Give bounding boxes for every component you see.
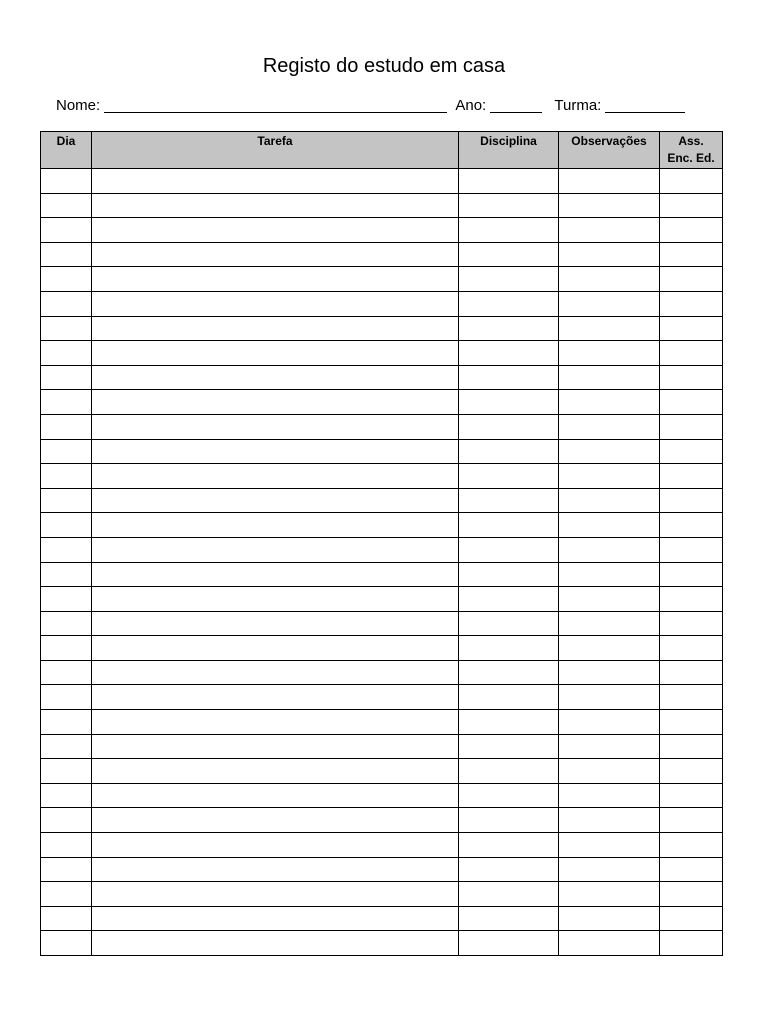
cell-observacoes[interactable] [559,931,660,956]
cell-dia[interactable] [41,587,92,612]
cell-ass-enc-ed[interactable] [660,783,723,808]
cell-observacoes[interactable] [559,833,660,858]
cell-ass-enc-ed[interactable] [660,759,723,784]
cell-tarefa[interactable] [92,931,459,956]
cell-tarefa[interactable] [92,390,459,415]
cell-observacoes[interactable] [559,513,660,538]
cell-tarefa[interactable] [92,439,459,464]
cell-tarefa[interactable] [92,906,459,931]
cell-ass-enc-ed[interactable] [660,636,723,661]
cell-tarefa[interactable] [92,218,459,243]
cell-observacoes[interactable] [559,562,660,587]
cell-observacoes[interactable] [559,193,660,218]
table-row [41,488,723,513]
cell-disciplina[interactable] [459,464,559,489]
cell-observacoes[interactable] [559,267,660,292]
cell-dia[interactable] [41,169,92,194]
cell-dia[interactable] [41,783,92,808]
cell-disciplina[interactable] [459,439,559,464]
cell-observacoes[interactable] [559,587,660,612]
cell-observacoes[interactable] [559,390,660,415]
table-row [41,710,723,735]
ass-header-line2: Enc. Ed. [667,151,715,165]
cell-ass-enc-ed[interactable] [660,833,723,858]
cell-dia[interactable] [41,291,92,316]
cell-dia[interactable] [41,439,92,464]
table-row [41,808,723,833]
cell-ass-enc-ed[interactable] [660,685,723,710]
table-row [41,833,723,858]
cell-dia[interactable] [41,611,92,636]
cell-ass-enc-ed[interactable] [660,931,723,956]
cell-tarefa[interactable] [92,341,459,366]
column-header-dia: Dia [41,132,92,169]
cell-disciplina[interactable] [459,365,559,390]
table-row [41,734,723,759]
cell-observacoes[interactable] [559,242,660,267]
turma-label: Turma: [554,97,602,114]
cell-tarefa[interactable] [92,414,459,439]
cell-ass-enc-ed[interactable] [660,488,723,513]
cell-disciplina[interactable] [459,562,559,587]
table-row [41,882,723,907]
table-row [41,611,723,636]
cell-dia[interactable] [41,857,92,882]
cell-tarefa[interactable] [92,685,459,710]
cell-tarefa[interactable] [92,587,459,612]
cell-ass-enc-ed[interactable] [660,906,723,931]
table-row [41,291,723,316]
cell-observacoes[interactable] [559,759,660,784]
cell-observacoes[interactable] [559,660,660,685]
cell-tarefa[interactable] [92,562,459,587]
cell-tarefa[interactable] [92,488,459,513]
cell-observacoes[interactable] [559,783,660,808]
table-row [41,537,723,562]
cell-ass-enc-ed[interactable] [660,267,723,292]
cell-observacoes[interactable] [559,710,660,735]
table-row [41,562,723,587]
column-header-tarefa: Tarefa [92,132,459,169]
cell-disciplina[interactable] [459,710,559,735]
cell-observacoes[interactable] [559,488,660,513]
table-row [41,513,723,538]
table-row [41,316,723,341]
table-row [41,341,723,366]
cell-disciplina[interactable] [459,611,559,636]
turma-field [554,94,685,118]
turma-blank-line[interactable] [605,94,685,113]
table-row [41,636,723,661]
cell-ass-enc-ed[interactable] [660,857,723,882]
cell-tarefa[interactable] [92,242,459,267]
cell-ass-enc-ed[interactable] [660,169,723,194]
table-row [41,365,723,390]
cell-observacoes[interactable] [559,218,660,243]
cell-ass-enc-ed[interactable] [660,562,723,587]
table-row [41,931,723,956]
nome-label: Nome: [56,97,101,114]
cell-disciplina[interactable] [459,316,559,341]
cell-tarefa[interactable] [92,808,459,833]
cell-disciplina[interactable] [459,587,559,612]
cell-disciplina[interactable] [459,169,559,194]
header-fields [56,94,716,118]
cell-dia[interactable] [41,759,92,784]
cell-disciplina[interactable] [459,513,559,538]
cell-dia[interactable] [41,218,92,243]
cell-dia[interactable] [41,193,92,218]
table-body [41,169,723,956]
page-title: Registo do estudo em casa [262,55,506,77]
table-row [41,439,723,464]
cell-dia[interactable] [41,390,92,415]
table-row [41,390,723,415]
cell-disciplina[interactable] [459,685,559,710]
column-header-disciplina: Disciplina [459,132,559,169]
cell-observacoes[interactable] [559,537,660,562]
nome-field [56,94,447,118]
cell-tarefa[interactable] [92,365,459,390]
table-row [41,660,723,685]
cell-ass-enc-ed[interactable] [660,611,723,636]
ano-label: Ano: [455,97,487,114]
cell-disciplina[interactable] [459,734,559,759]
table-header-row [41,132,723,169]
cell-tarefa[interactable] [92,537,459,562]
cell-tarefa[interactable] [92,316,459,341]
cell-tarefa[interactable] [92,169,459,194]
cell-observacoes[interactable] [559,906,660,931]
cell-tarefa[interactable] [92,636,459,661]
cell-disciplina[interactable] [459,218,559,243]
cell-tarefa[interactable] [92,710,459,735]
cell-dia[interactable] [41,710,92,735]
cell-dia[interactable] [41,537,92,562]
cell-tarefa[interactable] [92,734,459,759]
table-row [41,783,723,808]
cell-disciplina[interactable] [459,857,559,882]
column-header-ass-enc-ed [660,132,723,169]
cell-observacoes[interactable] [559,169,660,194]
cell-observacoes[interactable] [559,882,660,907]
cell-disciplina[interactable] [459,341,559,366]
table-row [41,759,723,784]
cell-disciplina[interactable] [459,267,559,292]
table-row [41,906,723,931]
column-header-observacoes: Observações [559,132,660,169]
ass-header-line1: Ass. [678,134,704,148]
cell-disciplina[interactable] [459,291,559,316]
cell-ass-enc-ed[interactable] [660,242,723,267]
cell-observacoes[interactable] [559,685,660,710]
cell-observacoes[interactable] [559,316,660,341]
cell-tarefa[interactable] [92,513,459,538]
cell-observacoes[interactable] [559,611,660,636]
ano-field [455,94,542,118]
cell-dia[interactable] [41,931,92,956]
cell-dia[interactable] [41,488,92,513]
table-row [41,267,723,292]
cell-observacoes[interactable] [559,857,660,882]
table-row [41,587,723,612]
table-row [41,218,723,243]
cell-ass-enc-ed[interactable] [660,316,723,341]
cell-tarefa[interactable] [92,833,459,858]
cell-ass-enc-ed[interactable] [660,414,723,439]
cell-dia[interactable] [41,365,92,390]
cell-disciplina[interactable] [459,488,559,513]
table-row [41,193,723,218]
cell-tarefa[interactable] [92,611,459,636]
cell-tarefa[interactable] [92,267,459,292]
cell-tarefa[interactable] [92,193,459,218]
cell-dia[interactable] [41,464,92,489]
cell-dia[interactable] [41,267,92,292]
cell-observacoes[interactable] [559,439,660,464]
cell-dia[interactable] [41,513,92,538]
table-row [41,685,723,710]
cell-disciplina[interactable] [459,906,559,931]
cell-ass-enc-ed[interactable] [660,537,723,562]
cell-dia[interactable] [41,316,92,341]
cell-tarefa[interactable] [92,759,459,784]
cell-dia[interactable] [41,734,92,759]
cell-dia[interactable] [41,808,92,833]
cell-dia[interactable] [41,414,92,439]
cell-dia[interactable] [41,685,92,710]
cell-observacoes[interactable] [559,291,660,316]
cell-disciplina[interactable] [459,390,559,415]
table-row [41,414,723,439]
cell-ass-enc-ed[interactable] [660,513,723,538]
cell-tarefa[interactable] [92,464,459,489]
cell-disciplina[interactable] [459,636,559,661]
cell-disciplina[interactable] [459,193,559,218]
cell-ass-enc-ed[interactable] [660,587,723,612]
study-log-table [40,131,723,956]
cell-disciplina[interactable] [459,660,559,685]
cell-observacoes[interactable] [559,414,660,439]
cell-disciplina[interactable] [459,783,559,808]
table-row [41,464,723,489]
cell-dia[interactable] [41,242,92,267]
cell-disciplina[interactable] [459,931,559,956]
nome-blank-line[interactable] [104,94,447,113]
cell-dia[interactable] [41,660,92,685]
cell-tarefa[interactable] [92,660,459,685]
cell-ass-enc-ed[interactable] [660,439,723,464]
cell-ass-enc-ed[interactable] [660,291,723,316]
cell-dia[interactable] [41,906,92,931]
cell-disciplina[interactable] [459,242,559,267]
cell-dia[interactable] [41,833,92,858]
cell-observacoes[interactable] [559,808,660,833]
table-row [41,169,723,194]
cell-dia[interactable] [41,341,92,366]
cell-dia[interactable] [41,882,92,907]
table-row [41,857,723,882]
cell-disciplina[interactable] [459,882,559,907]
cell-tarefa[interactable] [92,857,459,882]
cell-disciplina[interactable] [459,414,559,439]
cell-dia[interactable] [41,562,92,587]
cell-ass-enc-ed[interactable] [660,660,723,685]
cell-ass-enc-ed[interactable] [660,218,723,243]
cell-observacoes[interactable] [559,464,660,489]
cell-tarefa[interactable] [92,291,459,316]
cell-ass-enc-ed[interactable] [660,365,723,390]
cell-tarefa[interactable] [92,783,459,808]
cell-ass-enc-ed[interactable] [660,808,723,833]
cell-disciplina[interactable] [459,759,559,784]
cell-ass-enc-ed[interactable] [660,390,723,415]
cell-ass-enc-ed[interactable] [660,734,723,759]
cell-ass-enc-ed[interactable] [660,710,723,735]
cell-ass-enc-ed[interactable] [660,882,723,907]
ano-blank-line[interactable] [490,94,542,113]
cell-ass-enc-ed[interactable] [660,193,723,218]
cell-ass-enc-ed[interactable] [660,464,723,489]
cell-ass-enc-ed[interactable] [660,341,723,366]
table-row [41,242,723,267]
cell-disciplina[interactable] [459,808,559,833]
cell-observacoes[interactable] [559,636,660,661]
cell-dia[interactable] [41,636,92,661]
cell-observacoes[interactable] [559,365,660,390]
cell-tarefa[interactable] [92,882,459,907]
cell-observacoes[interactable] [559,341,660,366]
cell-disciplina[interactable] [459,833,559,858]
cell-observacoes[interactable] [559,734,660,759]
cell-disciplina[interactable] [459,537,559,562]
